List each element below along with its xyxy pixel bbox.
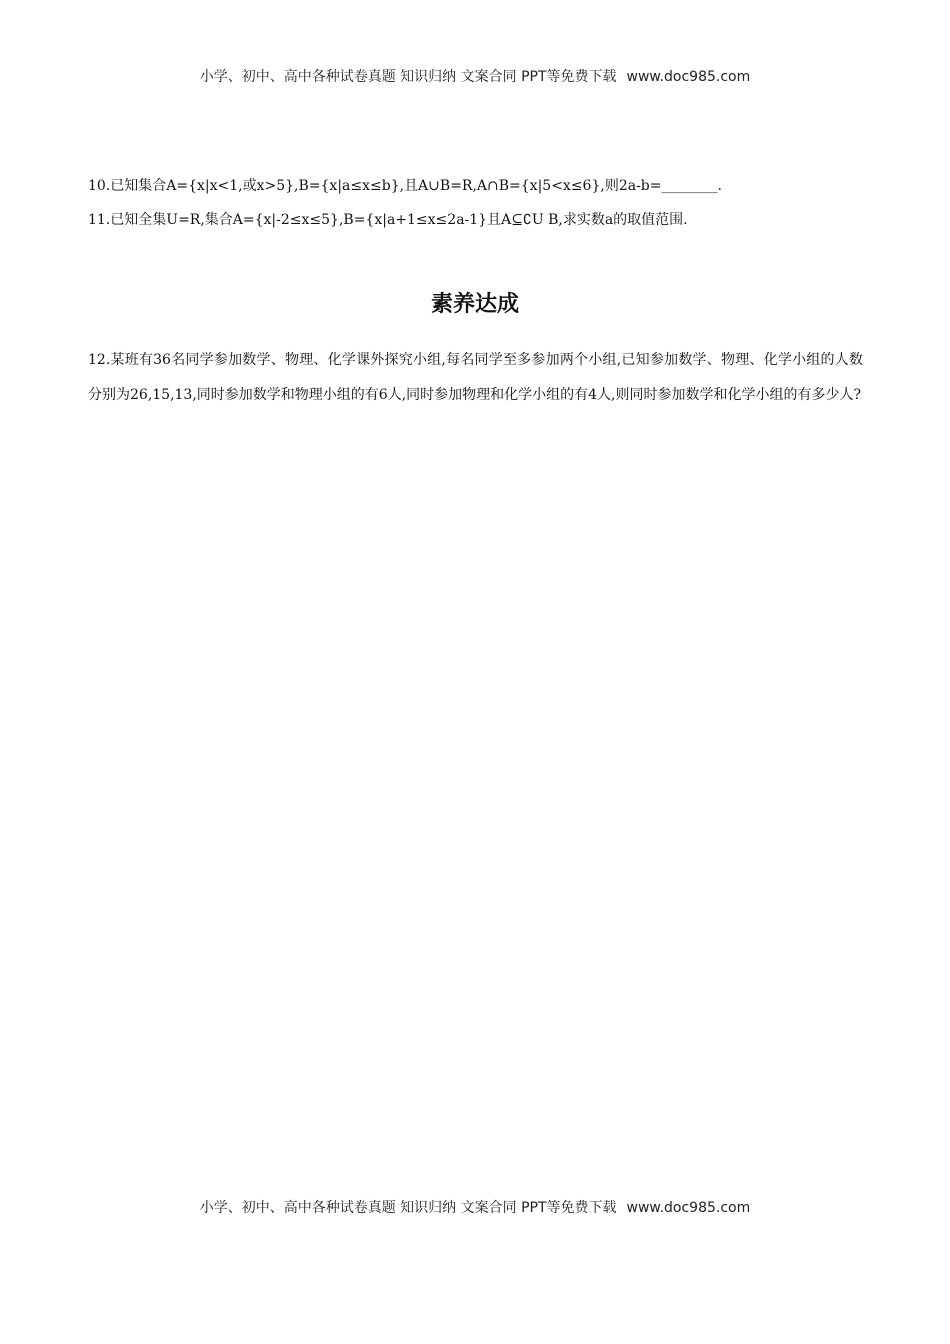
page-footer [0, 1197, 950, 1217]
question-11: 11.已知全集U=R,集合A={x|-2≤x≤5},B={x|a+1≤x≤2a-1}且A⊆∁U B,求实数a的取值范围. [88, 212, 688, 228]
question-10: 10.已知集合A={x|x<1,或x>5},B={x|a≤x≤b},且A∪B=R,A∩B={x|5<x≤6},则2a-b=________. [88, 178, 722, 194]
section-title: 素养达成 [430, 292, 519, 317]
header-text: 小学、初中、高中各种试卷真题 知识归纳 文案合同 PPT等免费下载 [199, 69, 617, 85]
footer-text: 小学、初中、高中各种试卷真题 知识归纳 文案合同 PPT等免费下载 [199, 1200, 617, 1216]
header-site-link[interactable]: www.doc985.com [626, 69, 751, 85]
question-12: 12.某班有36名同学参加数学、物理、化学课外探究小组,每名同学至多参加两个小组,已知参加数学、物理、化学小组的人数分别为26,15,13,同时参加数学和物理小组的有6人,同时参加物理和化学小组的有4人,则同时参加数学和化学小组的有多少人? [88, 352, 863, 403]
page-header [0, 66, 950, 86]
footer-site-link[interactable]: www.doc985.com [626, 1200, 751, 1216]
